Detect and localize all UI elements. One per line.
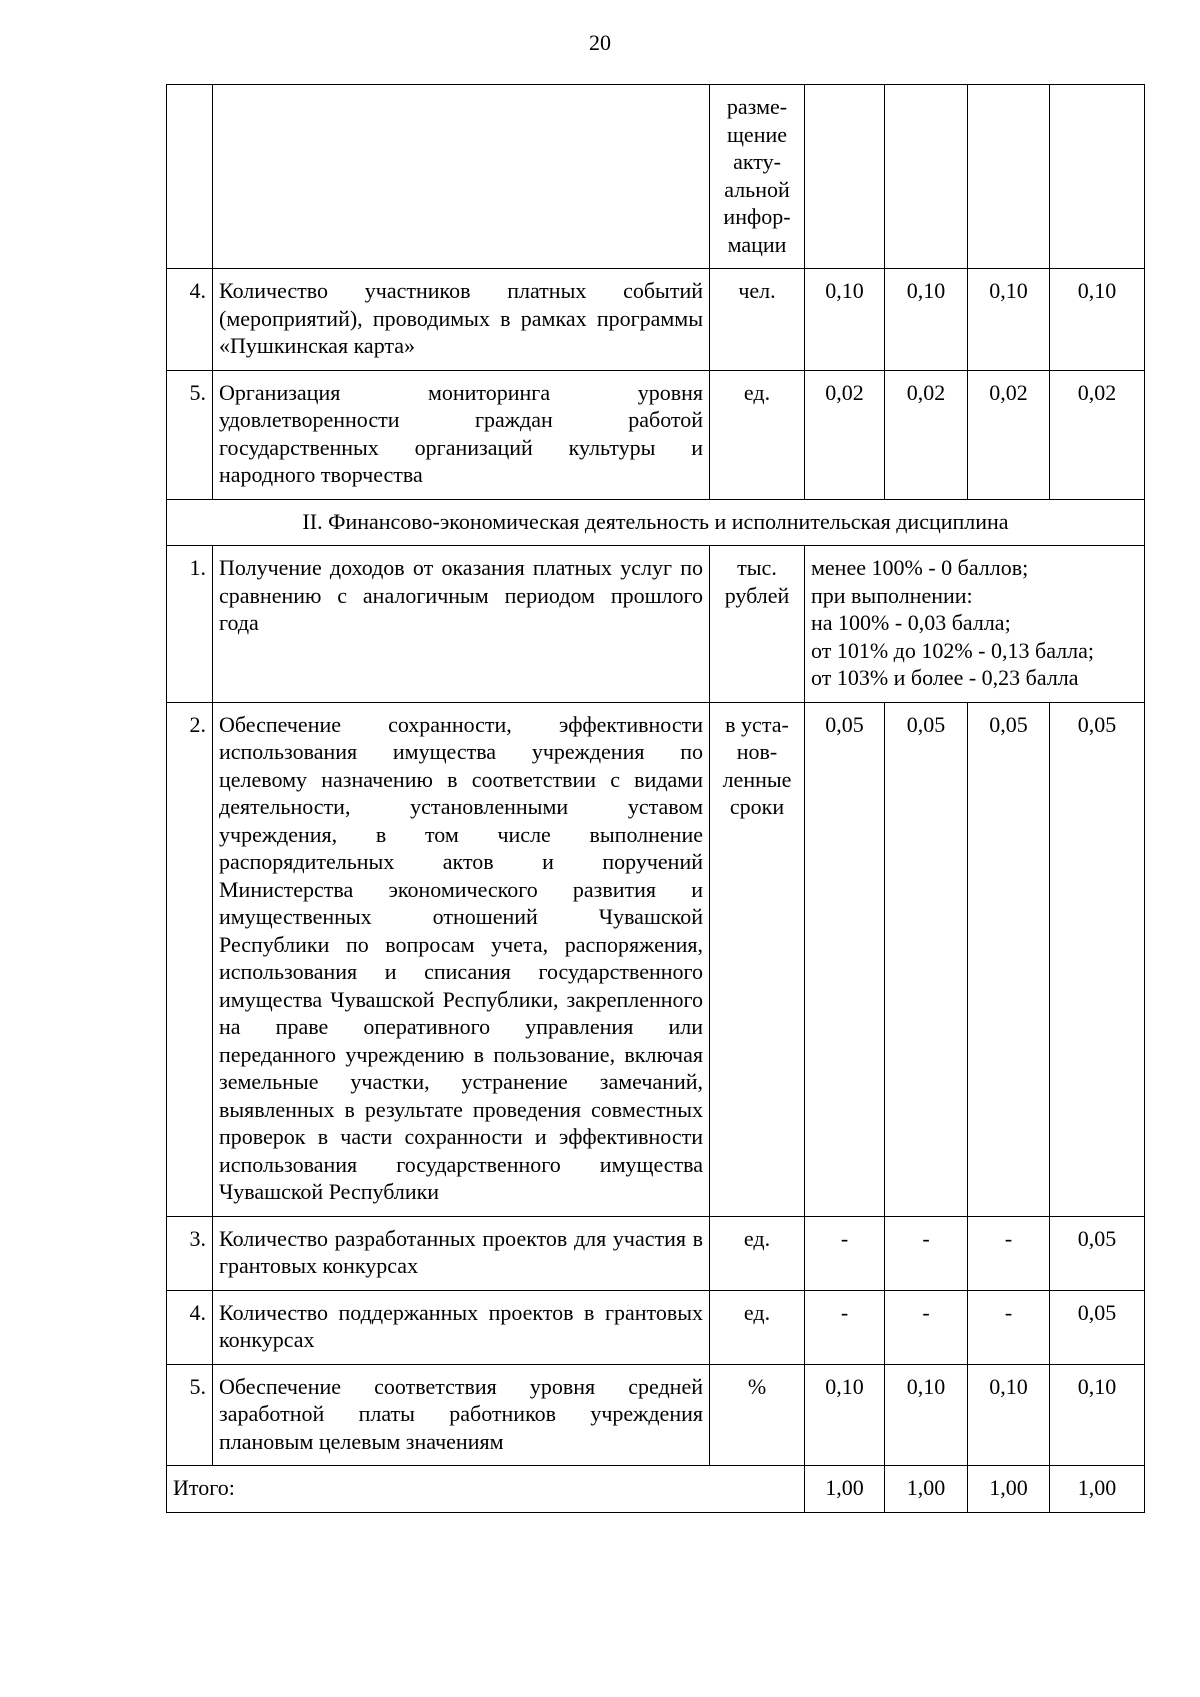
- row-value: 0,05: [885, 702, 968, 1216]
- total-value: 1,00: [968, 1466, 1050, 1513]
- row-number: 5.: [167, 1364, 213, 1466]
- row-description: Количество участников платных событий (мероприятий), проводимых в рамках программы «Пушкинская карта»: [213, 269, 710, 371]
- row-value: 0,10: [805, 1364, 885, 1466]
- row-value: 0,05: [968, 702, 1050, 1216]
- row-value: 0,10: [805, 269, 885, 371]
- table-row: [167, 269, 1145, 371]
- row-value: 0,05: [1050, 702, 1145, 1216]
- section-title: II. Финансово-экономическая деятельность и исполнительская дисциплина: [167, 499, 1145, 546]
- row-value: 0,05: [1050, 1216, 1145, 1290]
- table-row: [167, 1364, 1145, 1466]
- row-unit: %: [710, 1364, 805, 1466]
- income-criteria: менее 100% - 0 баллов; при выполнении: на 100% - 0,03 балла; от 101% до 102% - 0,13 балла; от 103% и более - 0,23 балла: [805, 546, 1145, 703]
- row-description: Обеспечение сохранности, эффективности использования имущества учреждения по целевому назначению в соответствии с видами деятельности, установленными уставом учреждения, в том числе выполнение распорядительных актов и поручений Министерства экономического развития и имущественных отношений Чувашской Республики по вопросам учета, распоряжения, использования и списания государственного имущества Чувашской Республики, закрепленного на праве оперативного управления или переданного учреждению в пользование, включая земельные участки, устранение замечаний, выявленных в результате проведения совместных проверок в части сохранности и эффективности использования государственного имущества Чувашской Республики: [213, 702, 710, 1216]
- row-value: -: [805, 1290, 885, 1364]
- row-value: 0,05: [805, 702, 885, 1216]
- table-row: [167, 702, 1145, 1216]
- total-label: Итого:: [167, 1466, 805, 1513]
- table-row: [167, 1290, 1145, 1364]
- row-description: Обеспечение соответствия уровня средней заработной платы работников учреждения плановым целевым значениям: [213, 1364, 710, 1466]
- row-unit: в уста- нов- ленные сроки: [710, 702, 805, 1216]
- row-value: [968, 85, 1050, 269]
- row-number: 2.: [167, 702, 213, 1216]
- indicators-table: [166, 84, 1145, 1513]
- row-value: 0,02: [1050, 370, 1145, 499]
- total-value: 1,00: [805, 1466, 885, 1513]
- row-unit: ед.: [710, 1216, 805, 1290]
- table-row: [167, 85, 1145, 269]
- row-value: -: [968, 1290, 1050, 1364]
- row-description: [213, 85, 710, 269]
- row-value: -: [805, 1216, 885, 1290]
- row-value: -: [968, 1216, 1050, 1290]
- row-number: 5.: [167, 370, 213, 499]
- row-value: 0,10: [885, 269, 968, 371]
- row-description: Организация мониторинга уровня удовлетворенности граждан работой государственных организаций культуры и народного творчества: [213, 370, 710, 499]
- row-value: 0,02: [968, 370, 1050, 499]
- row-number: 1.: [167, 546, 213, 703]
- row-number: 3.: [167, 1216, 213, 1290]
- row-value: 0,10: [968, 269, 1050, 371]
- row-value: [1050, 85, 1145, 269]
- table-row: [167, 1216, 1145, 1290]
- row-value: 0,05: [1050, 1290, 1145, 1364]
- row-description: Получение доходов от оказания платных услуг по сравнению с аналогичным периодом прошлого года: [213, 546, 710, 703]
- row-number: 4.: [167, 269, 213, 371]
- total-row: [167, 1466, 1145, 1513]
- row-unit: разме- щение акту- альной инфор- мации: [710, 85, 805, 269]
- table-row: [167, 370, 1145, 499]
- row-value: 0,02: [805, 370, 885, 499]
- table-row: [167, 546, 1145, 703]
- row-value: [805, 85, 885, 269]
- row-unit: ед.: [710, 1290, 805, 1364]
- row-value: -: [885, 1290, 968, 1364]
- row-value: 0,02: [885, 370, 968, 499]
- row-description: Количество поддержанных проектов в грантовых конкурсах: [213, 1290, 710, 1364]
- total-value: 1,00: [1050, 1466, 1145, 1513]
- row-value: -: [885, 1216, 968, 1290]
- row-description: Количество разработанных проектов для участия в грантовых конкурсах: [213, 1216, 710, 1290]
- row-value: 0,10: [968, 1364, 1050, 1466]
- row-number: [167, 85, 213, 269]
- row-number: 4.: [167, 1290, 213, 1364]
- row-value: 0,10: [885, 1364, 968, 1466]
- total-value: 1,00: [885, 1466, 968, 1513]
- row-value: 0,10: [1050, 1364, 1145, 1466]
- row-unit: ед.: [710, 370, 805, 499]
- page-number: 20: [589, 30, 611, 55]
- row-value: [885, 85, 968, 269]
- row-value: 0,10: [1050, 269, 1145, 371]
- row-unit: тыс. рублей: [710, 546, 805, 703]
- row-unit: чел.: [710, 269, 805, 371]
- section-row: [167, 499, 1145, 546]
